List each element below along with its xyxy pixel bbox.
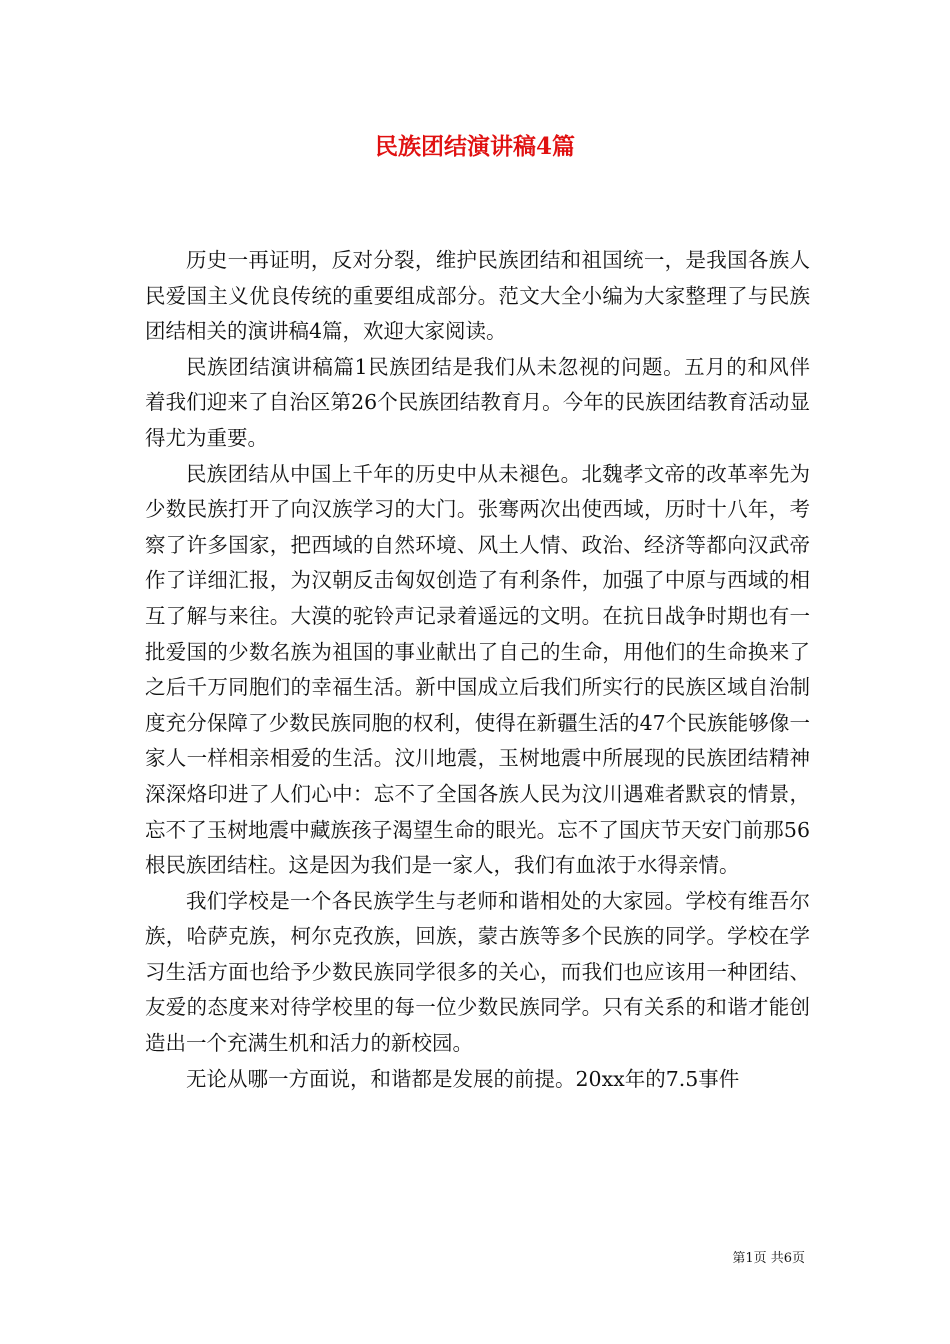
paragraph-intro: 历史一再证明，反对分裂，维护民族团结和祖国统一，是我国各族人民爱国主义优良传统的重要组成部分。范文大全小编为大家整理了与民族团结相关的演讲稿4篇，欢迎大家阅读。 (145, 248, 810, 344)
paragraph-school: 我们学校是一个各民族学生与老师和谐相处的大家园。学校有维吾尔族，哈萨克族，柯尔克孜族，回族，蒙古族等多个民族的同学。学校在学习生活方面也给予少数民族同学很多的关心，而我们也应该用一种团结、友爱的态度来对待学校里的每一位少数民族同学。只有关系的和谐才能创造出一个充满生机和活力的新校园。 (145, 888, 810, 1056)
document-body (145, 243, 810, 1097)
document-title: 民族团结演讲稿4篇 (374, 133, 575, 160)
page-number-footer: 第1页 共6页 (732, 1251, 805, 1266)
paragraph-harmony: 无论从哪一方面说，和谐都是发展的前提。20xx年的7.5事件 (186, 1066, 740, 1091)
paragraph-history: 民族团结从中国上千年的历史中从未褪色。北魏孝文帝的改革率先为少数民族打开了向汉族学习的大门。张骞两次出使西域，历时十八年，考察了许多国家，把西域的自然环境、风土人情、政治、经济等都向汉武帝作了详细汇报，为汉朝反击匈奴创造了有利条件，加强了中原与西域的相互了解与来往。大漠的驼铃声记录着遥远的文明。在抗日战争时期也有一批爱国的少数名族为祖国的事业献出了自己的生命，用他们的生命换来了之后千万同胞们的幸福生活。新中国成立后我们所实行的民族区域自治制度充分保障了少数民族同胞的权利，使得在新疆生活的47个民族能够像一家人一样相亲相爱的生活。汶川地震，玉树地震中所展现的民族团结精神深深烙印进了人们心中：忘不了全国各族人民为汶川遇难者默哀的情景，忘不了玉树地震中藏族孩子渴望生命的眼光。忘不了国庆节天安门前那56根民族团结柱。这是因为我们是一家人，我们有血浓于水得亲情。 (145, 461, 810, 878)
paragraph-speech-1-opening: 民族团结演讲稿篇1民族团结是我们从未忽视的问题。五月的和风伴着我们迎来了自治区第26个民族团结教育月。今年的民族团结教育活动显得尤为重要。 (145, 354, 810, 450)
